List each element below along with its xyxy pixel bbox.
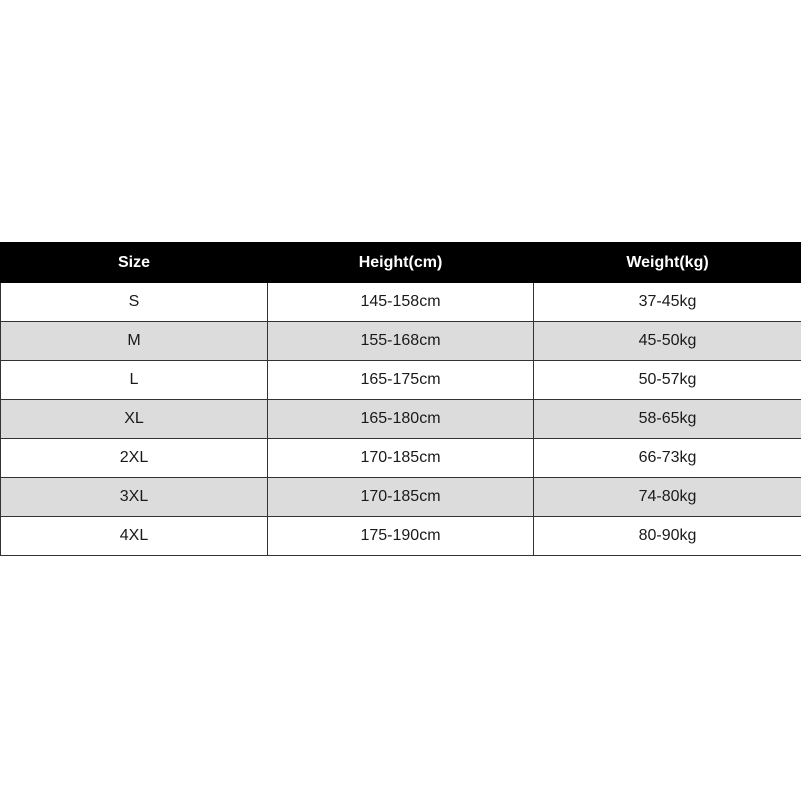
cell-weight: 45-50kg (534, 322, 801, 361)
cell-size: XL (1, 400, 268, 439)
table-row (1, 478, 801, 517)
cell-height: 170-185cm (268, 478, 534, 517)
cell-size: 4XL (1, 517, 268, 556)
cell-weight: 66-73kg (534, 439, 801, 478)
cell-weight: 74-80kg (534, 478, 801, 517)
table-body (1, 283, 801, 556)
cell-size: 2XL (1, 439, 268, 478)
table-row (1, 361, 801, 400)
cell-height: 145-158cm (268, 283, 534, 322)
table-header (1, 243, 801, 283)
cell-weight: 50-57kg (534, 361, 801, 400)
cell-height: 165-175cm (268, 361, 534, 400)
cell-height: 165-180cm (268, 400, 534, 439)
cell-height: 155-168cm (268, 322, 534, 361)
size-chart-table (0, 242, 801, 556)
cell-height: 170-185cm (268, 439, 534, 478)
header-height: Height(cm) (268, 243, 534, 283)
table-row (1, 517, 801, 556)
cell-weight: 37-45kg (534, 283, 801, 322)
table-row (1, 439, 801, 478)
header-size: Size (1, 243, 268, 283)
table-row (1, 322, 801, 361)
table-row (1, 400, 801, 439)
cell-weight: 58-65kg (534, 400, 801, 439)
cell-size: M (1, 322, 268, 361)
header-row (1, 243, 801, 283)
header-weight: Weight(kg) (534, 243, 801, 283)
cell-size: S (1, 283, 268, 322)
table-row (1, 283, 801, 322)
cell-height: 175-190cm (268, 517, 534, 556)
cell-size: 3XL (1, 478, 268, 517)
cell-weight: 80-90kg (534, 517, 801, 556)
cell-size: L (1, 361, 268, 400)
